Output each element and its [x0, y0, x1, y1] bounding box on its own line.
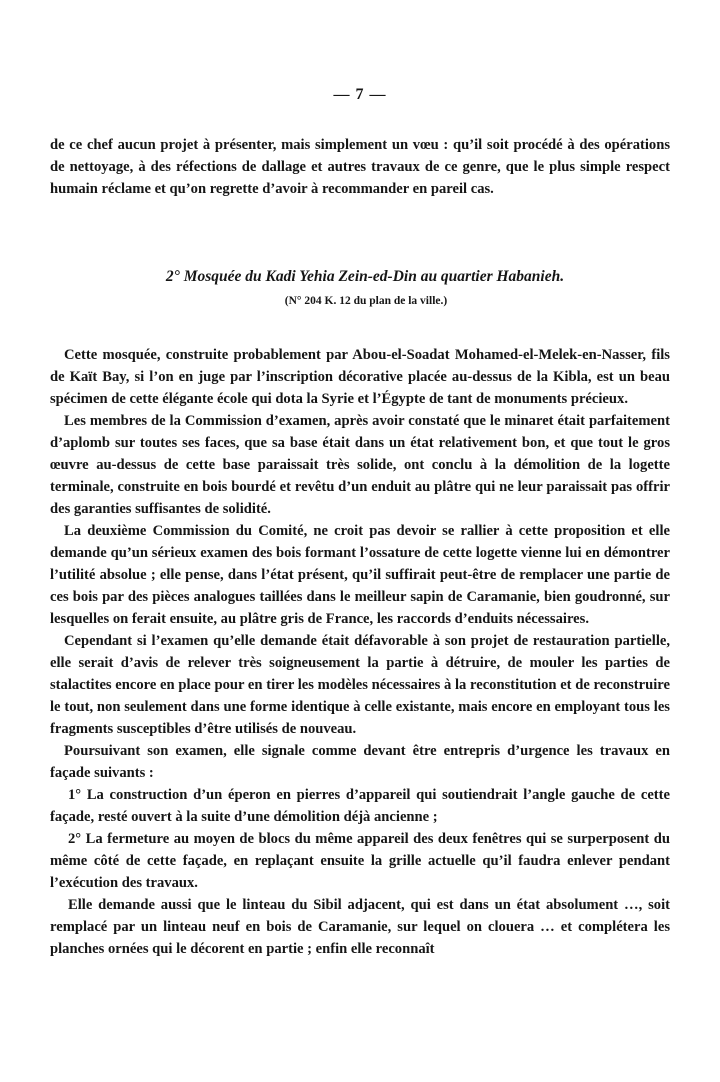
body-paragraph: La deuxième Commission du Comité, ne croit pas devoir se rallier à cette proposition et elle demande qu’un sérieux examen des bois formant l’ossature de cette logette vienne lui en démontrer l’utilité absolue ; elle pense, dans l’état présent, qu’il suffirait peut-être de remplacer une partie de ces bois par des pièces analogues taillées dans le meilleur sapin de Caramanie, bien goudronné, sur lesquelles on ferait ensuite, au plâtre gris de France, les raccords d’enduits nécessaires. — [50, 523, 670, 627]
list-item: 1° La construction d’un éperon en pierres d’appareil qui soutiendrait l’angle gauche de cette façade, resté ouvert à la suite d’une démolition déjà ancienne ; — [50, 787, 670, 825]
section-subheading: (N° 204 K. 12 du plan de la ville.) — [284, 295, 448, 307]
page-content — [50, 134, 670, 960]
section-heading: 2° Mosquée du Kadi Yehia Zein-ed-Din au quartier Habanieh. — [165, 268, 565, 285]
intro-block — [50, 134, 670, 266]
list-item: 2° La fermeture au moyen de blocs du même appareil des deux fenêtres qui se surperposent du même côté de cette façade, en replaçant ensuite la grille actuelle qu’il faudra enlever pendant l’exécution des travaux. — [50, 831, 670, 891]
body-paragraph: Cependant si l’examen qu’elle demande était défavorable à son projet de restauration partielle, elle serait d’avis de relever très soigneusement la partie à détruire, de mouler les parties de stalactites encore en place pour en tirer les modèles nécessaires à la reconstitution et de reconstruire le tout, non seulement dans une forme identique à celle existante, mais encore en employant tous les fragments susceptibles d’être utilisés de nouveau. — [50, 633, 670, 737]
body-paragraph: Poursuivant son examen, elle signale comme devant être entrepris d’urgence les travaux en façade suivants : — [50, 743, 670, 781]
body-paragraph: Les membres de la Commission d’examen, après avoir constaté que le minaret était parfaitement d’aplomb sur toutes ses faces, que sa base était dans un état relativement bon, et que tout le gros œuvre au-dessus de cette base paraissait très solide, ont conclu à la démolition de la logette terminale, construite en bois bourdé et revêtu d’un enduit au plâtre qui ne leur paraissait pas offrir des garanties suffisantes de solidité. — [50, 413, 670, 517]
body-paragraph: Elle demande aussi que le linteau du Sibil adjacent, qui est dans un état absolument …, soit remplacé par un linteau neuf en bois de Caramanie, sur lequel on clouera … et complétera les planches ornées qui le décorent en partie ; enfin elle reconnaît — [50, 897, 670, 957]
body-paragraph: Cette mosquée, construite probablement par Abou-el-Soadat Mohamed-el-Melek-en-Nasser, fils de Kaït Bay, si l’on en juge par l’inscription décorative placée au-dessus de la Kibla, est un beau spécimen de cette élégante école qui dota la Syrie et l’Égypte de tant de monuments précieux. — [50, 347, 670, 407]
page-number: — 7 — — [333, 86, 387, 103]
intro-paragraph: de ce chef aucun projet à présenter, mais simplement un vœu : qu’il soit procédé à des opérations de nettoyage, à des réfections de dallage et autres travaux de ce genre, que le plus simple respect humain réclame et qu’on regrette d’avoir à recommander en pareil cas. — [50, 137, 670, 197]
section-spacer — [50, 310, 670, 344]
